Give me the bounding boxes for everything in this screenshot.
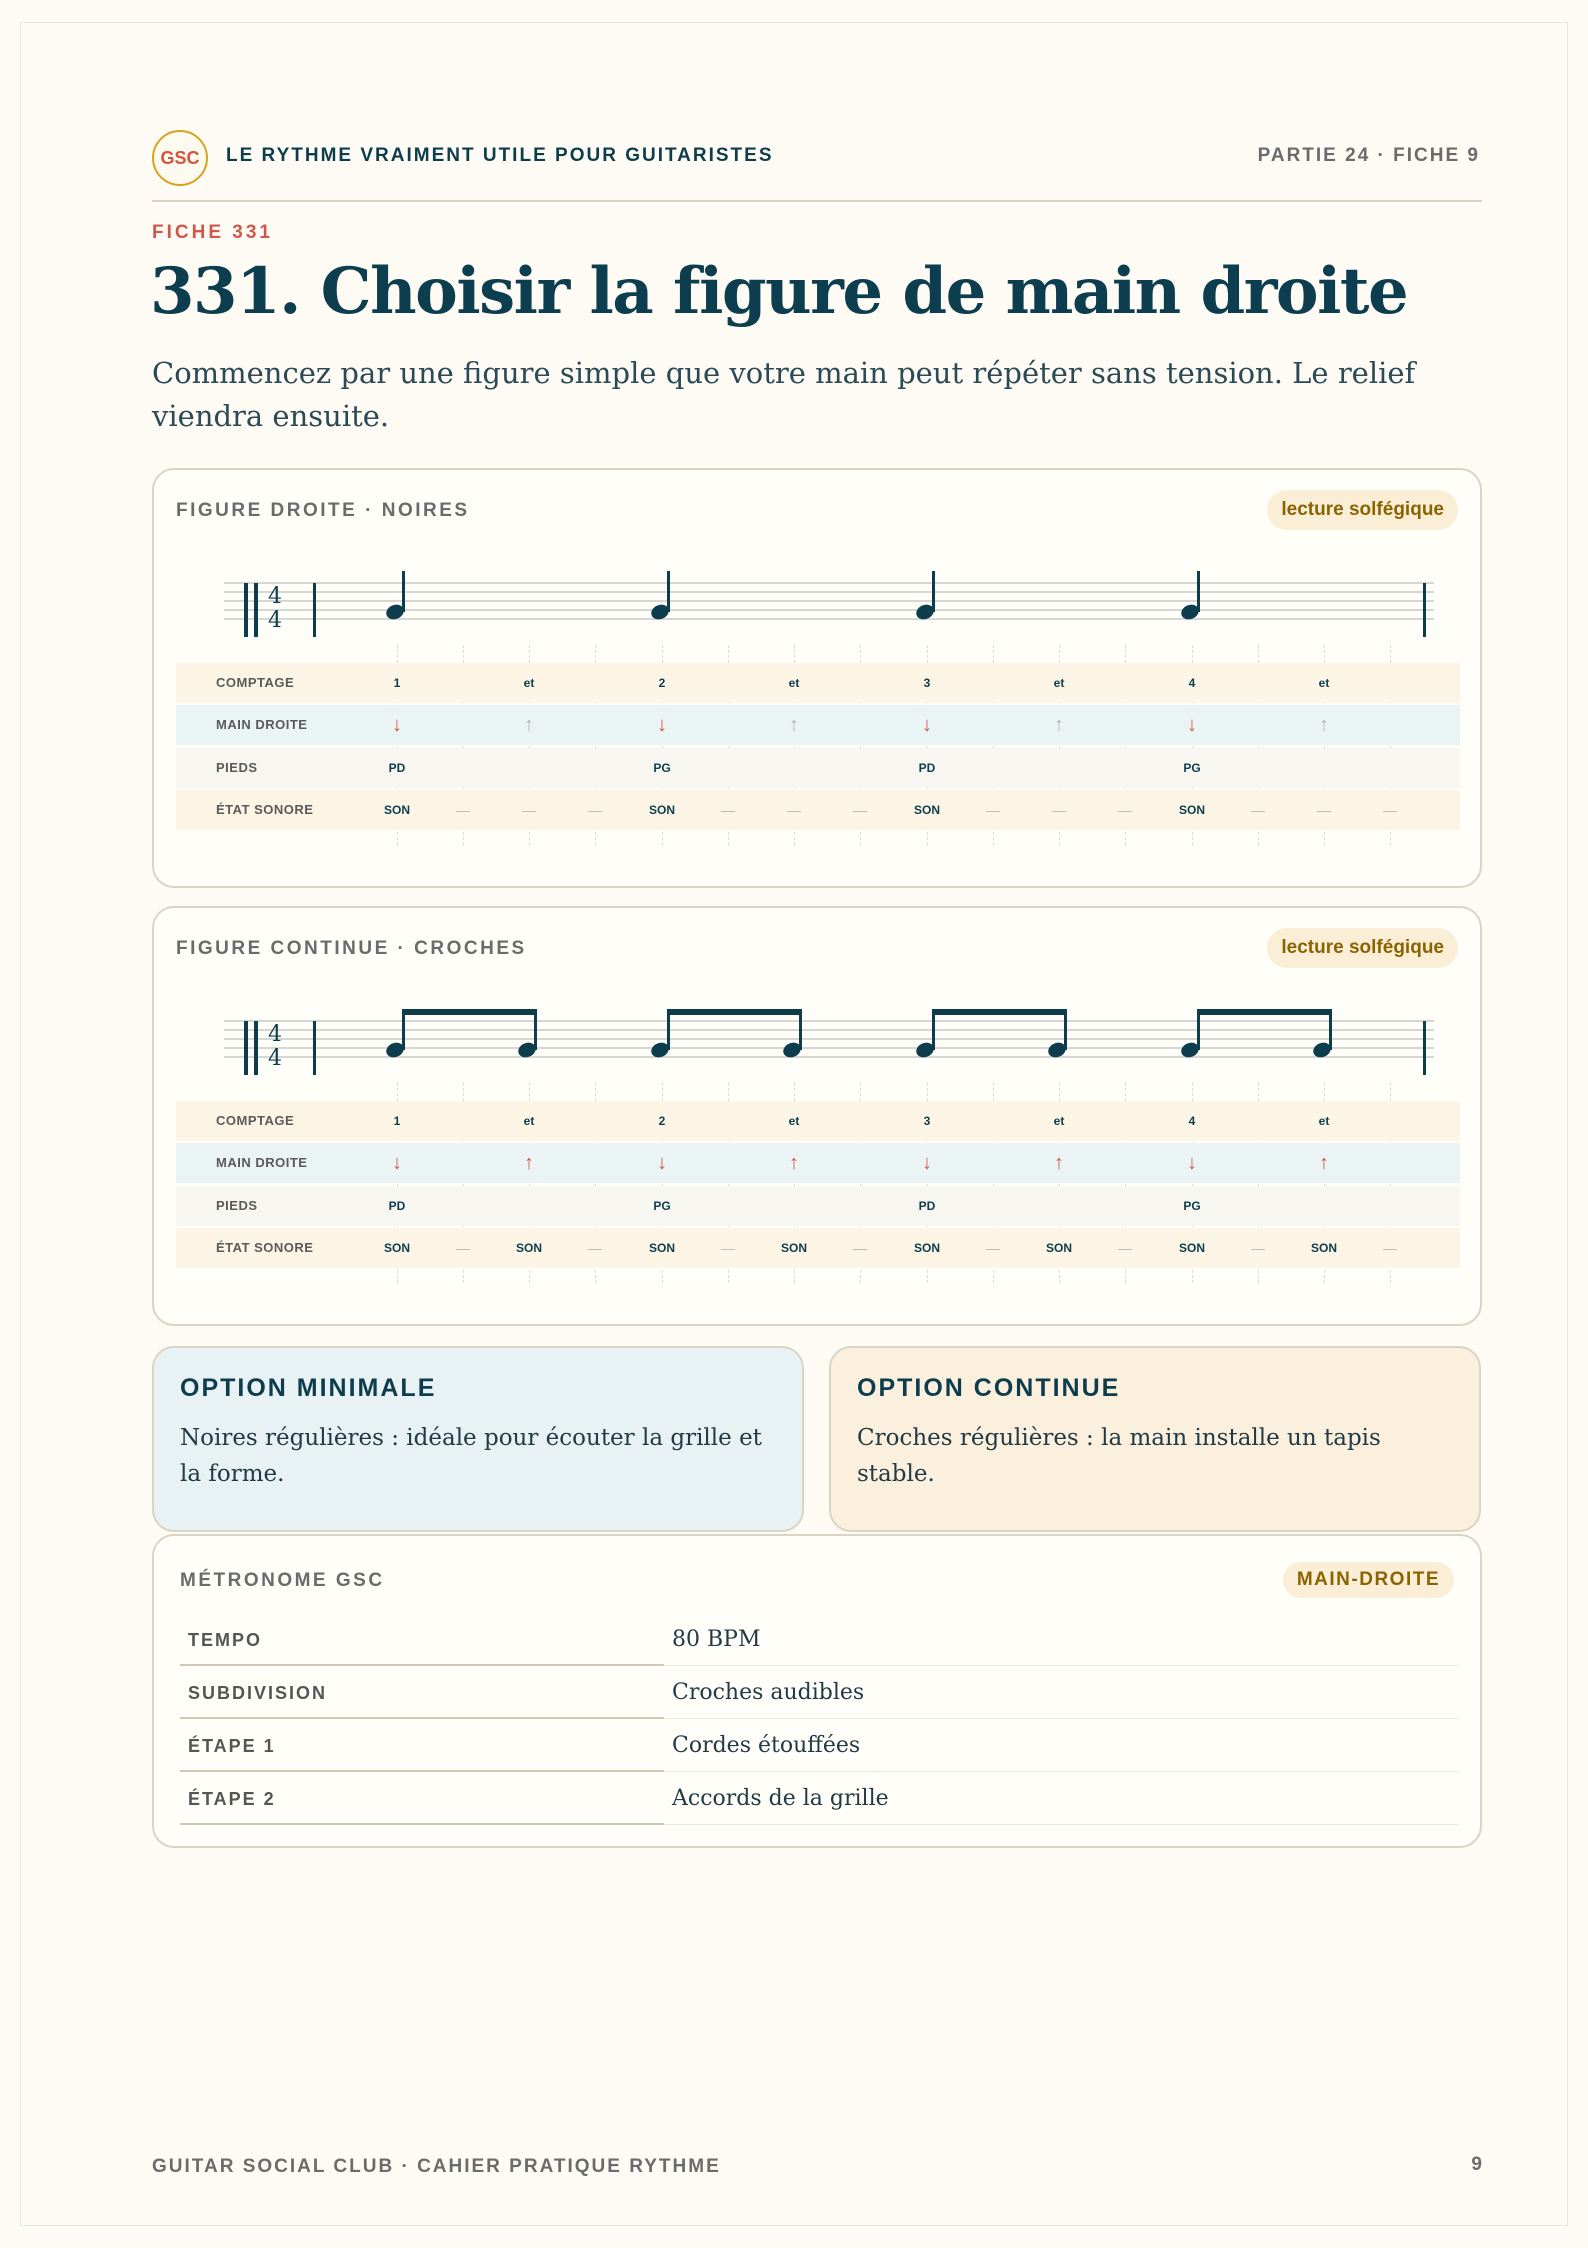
grid-cell: PD [918, 761, 936, 775]
grid-row-etat [176, 790, 1460, 830]
grid-cell: SON [1045, 1241, 1072, 1255]
note-stem [1197, 571, 1200, 612]
note-stem [1197, 1009, 1200, 1050]
metronome-key: ÉTAPE 2 [180, 1773, 664, 1825]
reading-badge: lecture solfégique [1267, 928, 1458, 968]
figure-label: FIGURE DROITE · NOIRES [176, 500, 470, 521]
grid-cell [754, 748, 834, 788]
down-stroke-arrow: ↓ [657, 1152, 667, 1174]
metronome-value: Accords de la grille [664, 1773, 1458, 1825]
note-stem [932, 1009, 935, 1050]
grid-cell: — [1383, 802, 1397, 818]
time-signature-bottom: 4 [268, 608, 282, 633]
grid-cell: — [1383, 1240, 1397, 1256]
grid-cell: — [1118, 802, 1132, 818]
down-stroke-arrow: ↓ [1187, 1152, 1197, 1174]
option-minimal-title: OPTION MINIMALE [180, 1374, 437, 1402]
grid-cell: 1 [393, 676, 401, 690]
gsc-logo: GSC [152, 130, 208, 186]
header-divider [152, 200, 1482, 202]
grid-cell: — [787, 802, 801, 818]
note-stem [1329, 1009, 1332, 1050]
repeat-bar-thick [244, 583, 248, 637]
note-beam [932, 1009, 1067, 1015]
metronome-value: Croches audibles [664, 1667, 1458, 1719]
grid-cell: 1 [393, 1114, 401, 1128]
row-label: PIEDS [216, 1198, 258, 1213]
metronome-value: Cordes étouffées [664, 1720, 1458, 1772]
grid-cell: PD [388, 761, 406, 775]
row-label: PIEDS [216, 760, 258, 775]
grid-cell: SON [383, 803, 410, 817]
metronome-key: ÉTAPE 1 [180, 1720, 664, 1772]
grid-cell: — [986, 1240, 1000, 1256]
metronome-key: SUBDIVISION [180, 1667, 664, 1719]
grid-cell: — [853, 802, 867, 818]
grid-cell: 4 [1188, 1114, 1196, 1128]
fiche-label: FICHE 331 [152, 222, 273, 243]
time-signature-top: 4 [268, 584, 282, 609]
row-label: ÉTAT SONORE [216, 802, 314, 817]
grid-cell: SON [383, 1241, 410, 1255]
grid-cell: 4 [1188, 676, 1196, 690]
grid-cell: — [1052, 802, 1066, 818]
grid-cell [489, 748, 569, 788]
metronome-value: 80 BPM [664, 1614, 1458, 1666]
metronome-key: TEMPO [180, 1614, 664, 1666]
grid-cell: PG [653, 1199, 671, 1213]
note-beam [667, 1009, 802, 1015]
metronome-label: MÉTRONOME GSC [180, 1570, 385, 1591]
grid-cell: — [721, 802, 735, 818]
grid-cell: 3 [923, 1114, 931, 1128]
down-stroke-arrow: ↓ [1187, 714, 1197, 736]
grid-cell [754, 1186, 834, 1226]
grid-cell: et [1053, 676, 1065, 690]
grid-cell: et [1318, 1114, 1330, 1128]
metronome-row [180, 1667, 1458, 1719]
row-label: ÉTAT SONORE [216, 1240, 314, 1255]
grid-cell: SON [913, 1241, 940, 1255]
grid-cell: — [456, 802, 470, 818]
grid-cell: — [1317, 802, 1331, 818]
up-stroke-arrow: ↑ [1319, 714, 1329, 736]
grid-row-comptage [176, 663, 1460, 703]
grid-row-main-droite [176, 1143, 1460, 1183]
grid-cell [1019, 748, 1099, 788]
grid-cell: PG [653, 761, 671, 775]
grid-row-comptage [176, 1101, 1460, 1141]
grid-cell: 2 [658, 676, 666, 690]
grid-cell: et [523, 1114, 535, 1128]
repeat-bar-thick [244, 1021, 248, 1075]
grid-cell: PG [1183, 1199, 1201, 1213]
grid-cell: SON [648, 1241, 675, 1255]
grid-cell: SON [780, 1241, 807, 1255]
grid-cell [1019, 1186, 1099, 1226]
grid-row-pieds [176, 748, 1460, 788]
down-stroke-arrow: ↓ [657, 714, 667, 736]
metronome-row [180, 1720, 1458, 1772]
time-signature-bottom: 4 [268, 1046, 282, 1071]
down-stroke-arrow: ↓ [392, 1152, 402, 1174]
bar-line [313, 583, 316, 637]
note-stem [402, 1009, 405, 1050]
staff-notation [224, 1003, 1484, 1093]
grid-cell: — [588, 1240, 602, 1256]
down-stroke-arrow: ↓ [922, 714, 932, 736]
row-label: MAIN DROITE [216, 1155, 308, 1170]
grid-cell: PG [1183, 761, 1201, 775]
row-label: MAIN DROITE [216, 717, 308, 732]
grid-cell: 3 [923, 676, 931, 690]
grid-cell: SON [1310, 1241, 1337, 1255]
up-stroke-arrow: ↑ [1054, 714, 1064, 736]
grid-cell: — [1251, 802, 1265, 818]
grid-cell: SON [1178, 803, 1205, 817]
up-stroke-arrow: ↑ [524, 714, 534, 736]
footer-text: GUITAR SOCIAL CLUB · CAHIER PRATIQUE RYTHME [152, 2156, 721, 2177]
grid-cell [489, 1186, 569, 1226]
grid-cell: et [1053, 1114, 1065, 1128]
note-stem [1064, 1009, 1067, 1050]
metronome-badge: MAIN-DROITE [1283, 1562, 1454, 1598]
page-title: 331. Choisir la figure de main droite [150, 254, 1408, 329]
grid-cell: SON [913, 803, 940, 817]
grid-cell: SON [515, 1241, 542, 1255]
note-stem [667, 1009, 670, 1050]
grid-cell: — [986, 802, 1000, 818]
grid-cell [1284, 1186, 1364, 1226]
grid-cell: et [788, 1114, 800, 1128]
row-label: COMPTAGE [216, 675, 295, 690]
lede-text: Commencez par une figure simple que votre main peut répéter sans tension. Le relief viendra ensuite. [152, 356, 1416, 433]
grid-cell: — [1118, 1240, 1132, 1256]
metronome-row [180, 1773, 1458, 1825]
up-stroke-arrow: ↑ [789, 1152, 799, 1174]
note-stem [667, 571, 670, 612]
metronome-row [180, 1614, 1458, 1666]
brand-title: LE RYTHME VRAIMENT UTILE POUR GUITARISTES [226, 145, 774, 166]
figure-label: FIGURE CONTINUE · CROCHES [176, 938, 527, 959]
note-stem [402, 571, 405, 612]
option-continue-text: Croches régulières : la main installe un tapis stable. [857, 1425, 1381, 1487]
note-stem [799, 1009, 802, 1050]
metronome-card [152, 1534, 1482, 1848]
part-label: PARTIE 24 · FICHE 9 [1257, 145, 1480, 166]
figure-card-quarter [152, 468, 1482, 888]
down-stroke-arrow: ↓ [392, 714, 402, 736]
figure-card-eighth [152, 906, 1482, 1326]
grid-cell: SON [1178, 1241, 1205, 1255]
grid-cell: et [1318, 676, 1330, 690]
up-stroke-arrow: ↑ [789, 714, 799, 736]
grid-cell: PD [918, 1199, 936, 1213]
grid-cell: PD [388, 1199, 406, 1213]
grid-cell: — [853, 1240, 867, 1256]
grid-row-main-droite [176, 705, 1460, 745]
page-number: 9 [1471, 2154, 1482, 2175]
repeat-bar-thick [254, 583, 258, 637]
note-beam [1197, 1009, 1332, 1015]
reading-badge: lecture solfégique [1267, 490, 1458, 530]
bar-line [313, 1021, 316, 1075]
up-stroke-arrow: ↑ [524, 1152, 534, 1174]
down-stroke-arrow: ↓ [922, 1152, 932, 1174]
grid-cell: — [721, 1240, 735, 1256]
note-beam [402, 1009, 537, 1015]
grid-cell [1284, 748, 1364, 788]
note-stem [534, 1009, 537, 1050]
grid-cell: — [456, 1240, 470, 1256]
option-minimal-text: Noires régulières : idéale pour écouter la grille et la forme. [180, 1425, 762, 1487]
grid-cell: 2 [658, 1114, 666, 1128]
option-continue-title: OPTION CONTINUE [857, 1374, 1121, 1402]
grid-cell: et [788, 676, 800, 690]
grid-cell: SON [648, 803, 675, 817]
end-bar-line [1423, 1021, 1426, 1075]
grid-row-pieds [176, 1186, 1460, 1226]
grid-cell: — [522, 802, 536, 818]
time-signature-top: 4 [268, 1022, 282, 1047]
up-stroke-arrow: ↑ [1054, 1152, 1064, 1174]
end-bar-line [1423, 583, 1426, 637]
grid-row-etat [176, 1228, 1460, 1268]
grid-cell: — [588, 802, 602, 818]
row-label: COMPTAGE [216, 1113, 295, 1128]
repeat-bar-thick [254, 1021, 258, 1075]
note-stem [932, 571, 935, 612]
grid-cell: — [1251, 1240, 1265, 1256]
option-continue-box [829, 1346, 1481, 1532]
up-stroke-arrow: ↑ [1319, 1152, 1329, 1174]
grid-cell: et [523, 676, 535, 690]
option-minimal-box [152, 1346, 804, 1532]
staff-notation [224, 565, 1484, 655]
